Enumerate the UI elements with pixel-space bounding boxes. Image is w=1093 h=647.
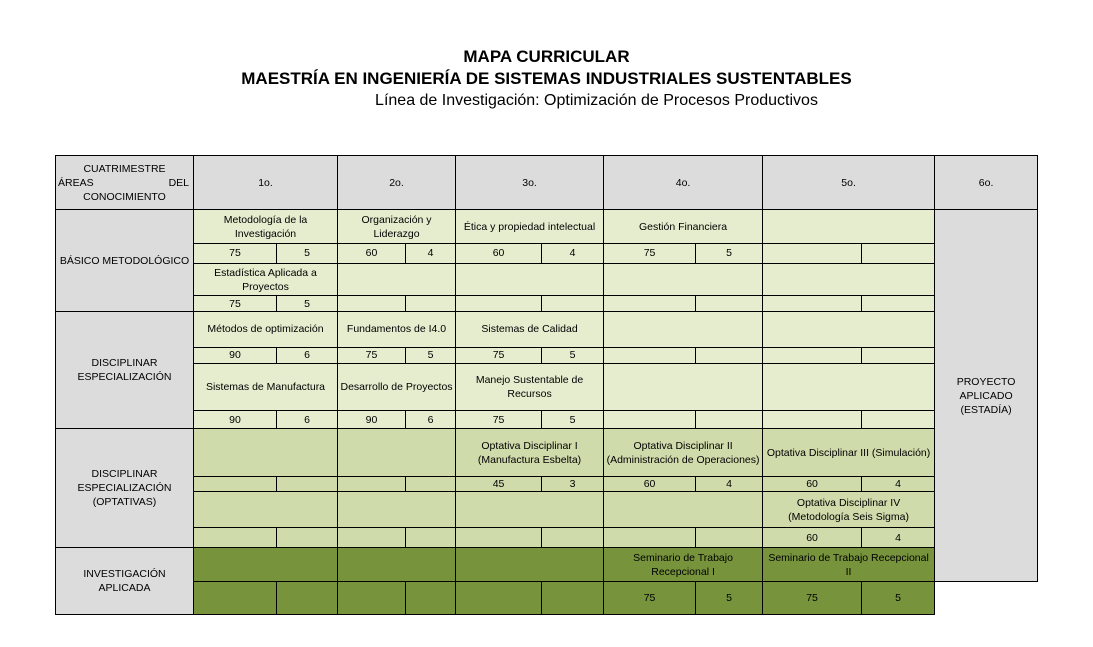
course-name: Sistemas de Manufactura [194,363,338,410]
course-credits: 6 [277,347,338,363]
period-header-5: 5o. [763,156,935,210]
program-title: MAESTRÍA EN INGENIERÍA DE SISTEMAS INDUSTRIALES SUSTENTABLES [241,69,852,88]
empty-cell [406,296,456,312]
course-credits: 5 [862,581,935,614]
empty-cell [763,411,862,429]
empty-cell [338,476,406,491]
empty-cell [542,528,604,548]
course-name: Organización y Liderazgo [338,210,456,243]
corner-line-2 [58,176,191,190]
course-hours: 75 [456,347,542,363]
empty-cell [763,263,935,295]
course-hours: 60 [604,476,696,491]
period-header-2: 2o. [338,156,456,210]
empty-cell [456,491,604,527]
course-hours: 75 [194,243,277,263]
empty-cell [542,296,604,312]
corner-areas: ÁREAS [58,176,94,189]
period-header-6: 6o. [935,156,1038,210]
empty-cell [194,528,277,548]
course-credits: 5 [542,411,604,429]
course-credits: 4 [406,243,456,263]
empty-cell [338,548,456,581]
course-credits: 5 [696,243,763,263]
course-credits: 6 [406,411,456,429]
research-line: Línea de Investigación: Optimización de Procesos Productivos [375,92,818,109]
empty-cell [456,548,604,581]
empty-cell [338,296,406,312]
course-hours: 90 [194,411,277,429]
empty-cell [338,263,456,295]
course-name: Estadística Aplicada a Proyectos [194,263,338,295]
course-name: Metodología de la Investigación [194,210,338,243]
empty-cell [277,581,338,614]
course-credits: 4 [542,243,604,263]
course-name: Gestión Financiera [604,210,763,243]
empty-cell [277,528,338,548]
document-title: MAPA CURRICULAR [463,47,630,66]
course-credits: 4 [862,476,935,491]
empty-cell [862,296,935,312]
course-hours: 75 [763,581,862,614]
course-name: Optativa Disciplinar IV (Metodología Seis Sigma) [763,491,935,527]
corner-line-3: CONOCIMIENTO [83,190,166,203]
area-basico: BÁSICO METODOLÓGICO [56,210,194,312]
empty-cell [338,491,456,527]
course-name: Fundamentos de I4.0 [338,312,456,347]
course-hours: 45 [456,476,542,491]
empty-cell [862,243,935,263]
course-hours: 75 [456,411,542,429]
empty-cell [194,476,277,491]
course-hours: 90 [338,411,406,429]
area-optativas: DISCIPLINAR ESPECIALIZACIÓN (OPTATIVAS) [56,429,194,548]
course-hours: 60 [456,243,542,263]
empty-cell [194,491,338,527]
course-name: Seminario de Trabajo Recepcional II [763,548,935,581]
proyecto-aplicado: PROYECTO APLICADO (ESTADÍA) [935,210,1038,581]
empty-cell [406,476,456,491]
empty-cell [862,347,935,363]
empty-cell [696,411,763,429]
empty-cell [604,491,763,527]
period-header-3: 3o. [456,156,604,210]
empty-cell [406,581,456,614]
empty-cell [696,296,763,312]
empty-cell [194,548,338,581]
course-hours: 60 [763,528,862,548]
empty-cell [763,347,862,363]
empty-cell [763,312,935,347]
course-credits: 5 [696,581,763,614]
empty-cell [696,347,763,363]
course-credits: 4 [862,528,935,548]
course-hours: 75 [604,243,696,263]
empty-cell [696,528,763,548]
empty-cell [277,476,338,491]
empty-cell [862,411,935,429]
course-name: Seminario de Trabajo Recepcional I [604,548,763,581]
period-header-1: 1o. [194,156,338,210]
empty-cell [604,312,763,347]
course-credits: 5 [406,347,456,363]
course-hours: 60 [338,243,406,263]
curriculum-table [55,155,1038,615]
empty-cell [406,528,456,548]
period-header-4: 4o. [604,156,763,210]
area-disciplinar: DISCIPLINAR ESPECIALIZACIÓN [56,312,194,429]
empty-cell [194,581,277,614]
empty-cell [456,296,542,312]
course-credits: 3 [542,476,604,491]
course-name: Métodos de optimización [194,312,338,347]
empty-cell [763,363,935,410]
course-name: Sistemas de Calidad [456,312,604,347]
empty-cell [456,528,542,548]
empty-cell [604,363,763,410]
corner-header [56,156,194,210]
course-credits: 6 [277,411,338,429]
course-hours: 75 [338,347,406,363]
document-header [0,46,1093,111]
course-name: Desarrollo de Proyectos [338,363,456,410]
empty-cell [338,581,406,614]
empty-cell [338,528,406,548]
course-hours: 60 [763,476,862,491]
empty-cell [604,347,696,363]
empty-cell [542,581,604,614]
course-name: Manejo Sustentable de Recursos [456,363,604,410]
area-investigacion: INVESTIGACIÓN APLICADA [56,548,194,615]
empty-cell [456,263,604,295]
course-hours: 90 [194,347,277,363]
course-credits: 4 [696,476,763,491]
empty-cell [604,411,696,429]
corner-del: DEL [168,176,189,189]
corner-line-1: CUATRIMESTRE [83,162,166,175]
empty-cell [338,429,456,476]
course-credits: 5 [277,243,338,263]
course-credits: 5 [277,296,338,312]
empty-cell [763,296,862,312]
empty-cell [604,528,696,548]
empty-cell [763,243,862,263]
empty-cell [604,263,763,295]
course-name: Optativa Disciplinar III (Simulación) [763,429,935,476]
empty-cell [456,581,542,614]
empty-cell [194,429,338,476]
course-credits: 5 [542,347,604,363]
course-name: Ética y propiedad intelectual [456,210,604,243]
course-hours: 75 [194,296,277,312]
empty-cell [604,296,696,312]
empty-cell [763,210,935,243]
course-hours: 75 [604,581,696,614]
course-name: Optativa Disciplinar I (Manufactura Esbelta) [456,429,604,476]
course-name: Optativa Disciplinar II (Administración de Operaciones) [604,429,763,476]
